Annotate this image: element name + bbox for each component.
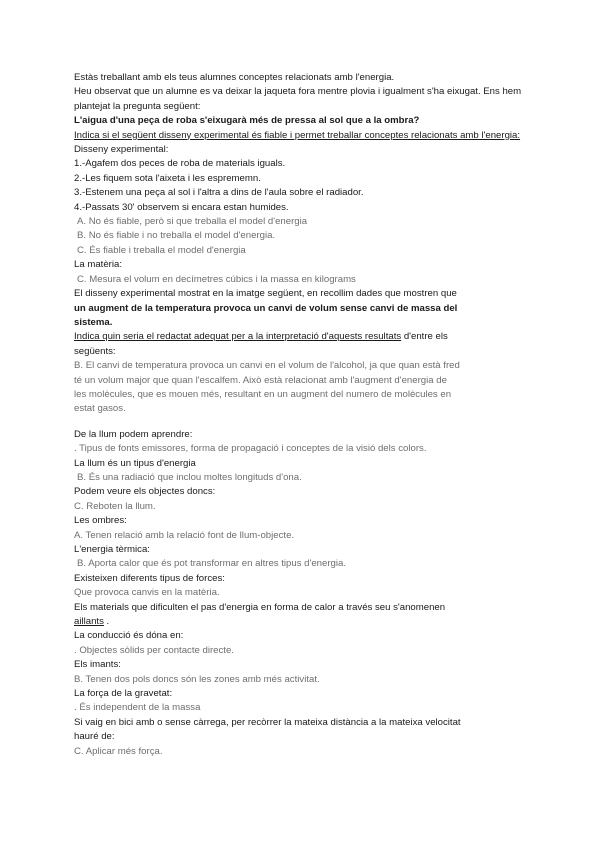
question-text: Podem veure els objectes doncs: xyxy=(74,486,216,498)
question-text: La llum és un tipus d'energia xyxy=(74,457,196,469)
question-text: Els imants: xyxy=(74,659,121,671)
insulators-answer-line xyxy=(74,615,534,629)
instruction-text: Indica si el següent disseny experimental és fiable i permet treballar conceptes relacionats amb l'energia: xyxy=(74,129,521,141)
design-step: 4.-Passats 30' observem si encara estan humides. xyxy=(74,201,289,213)
experiment2-instruction-rest: d'entre els xyxy=(401,331,448,343)
bike-question-line-1: Si vaig en bici amb o sense càrrega, per recòrrer la mateixa distància a la mateixa velocitat xyxy=(74,716,461,728)
question-text: La conducció és dóna en: xyxy=(74,630,184,642)
design-option: B. No és fiable i no treballa el model d'energia. xyxy=(77,230,276,242)
design-step: 2.-Les fiquem sota l'aixeta i les esprememn. xyxy=(74,172,261,184)
answer-text: B. És una radiació que inclou moltes longituds d'ona. xyxy=(77,471,302,483)
bike-question-line-2: hauré de: xyxy=(74,731,115,743)
spacer xyxy=(74,417,534,428)
answer-text: . Tipus de fonts emissores, forma de propagació i conceptes de la visió dels colors. xyxy=(74,443,427,455)
materia-title: La matèria: xyxy=(74,259,122,271)
experiment2-answer-line: té un volum major que quan l'escalfem. Això està relacionat amb l'augment d'energia de xyxy=(74,374,447,386)
question-text: Existeixen diferents tipus de forces: xyxy=(74,572,225,584)
answer-text: . És independent de la massa xyxy=(74,702,201,714)
insulators-after: . xyxy=(103,616,110,628)
intro-line-2: Heu observat que un alumne es va deixar la jaqueta fora mentre plovia i igualment s'ha eixugat. Ens hem xyxy=(74,86,522,98)
question-text: La força de la gravetat: xyxy=(74,688,173,700)
experiment2-answer-line: les molècules, que es mouen més, resultant en un augment del numero de molècules en xyxy=(74,388,452,400)
answer-text: A. Tenen relació amb la relació font de llum-objecte. xyxy=(74,529,295,541)
answer-text: Que provoca canvis en la matèria. xyxy=(74,587,220,599)
design-title: Disseny experimental: xyxy=(74,144,169,156)
answer-text: B. Tenen dos pols doncs són les zones amb més activitat. xyxy=(74,673,320,685)
experiment2-instruction-line-2: següents: xyxy=(74,345,116,357)
experiment2-answer-line: B. El canvi de temperatura provoca un canvi en el volum de l'alcohol, ja que quan està fred xyxy=(74,360,460,372)
bike-answer: C. Aplicar més força. xyxy=(74,745,163,757)
main-question: L'aigua d'una peça de roba s'eixugarà més de pressa al sol que a la ombra? xyxy=(74,115,420,127)
intro-line-3: plantejat la pregunta següent: xyxy=(74,100,201,112)
intro-line-1: Estàs treballant amb els teus alumnes conceptes relacionats amb l'energia. xyxy=(74,72,395,83)
insulators-answer: aillants xyxy=(74,616,104,628)
experiment2-line-3: sistema. xyxy=(74,316,113,328)
materia-answer: C. Mesura el volum en decímetres cúbics i la massa en kilograms xyxy=(77,273,356,285)
experiment2-line-2: un augment de la temperatura provoca un canvi de volum sense canvi de massa del xyxy=(74,302,458,314)
design-step: 1.-Agafem dos peces de roba de materials iguals. xyxy=(74,158,286,170)
document-page xyxy=(74,71,534,759)
question-text: De la llum podem aprendre: xyxy=(74,428,193,440)
answer-text: C. Reboten la llum. xyxy=(74,500,156,512)
answer-text: . Objectes sòlids per contacte directe. xyxy=(74,644,234,656)
experiment2-instruction-underlined: Indica quin seria el redactat adequat per a la interpretació d'aquests resultats xyxy=(74,331,402,343)
design-option: A. No és fiable, però si que treballa el model d'energia xyxy=(77,216,308,228)
experiment2-line-1: El disseny experimental mostrat en la imatge següent, en recollim dades que mostren que xyxy=(74,288,457,300)
experiment2-instruction xyxy=(74,330,534,344)
question-text: L'energia tèrmica: xyxy=(74,544,150,555)
answer-text: B. Aporta calor que és pot transformar en altres tipus d'energia. xyxy=(77,558,347,570)
insulators-question: Els materials que dificulten el pas d'energia en forma de calor a través seu s'anomenen xyxy=(74,601,446,613)
design-step: 3.-Estenem una peça al sol i l'altra a dins de l'aula sobre el radiador. xyxy=(74,187,364,199)
design-option: C. És fiable i treballa el model d'energia xyxy=(77,244,246,256)
question-text: Les ombres: xyxy=(74,515,127,527)
experiment2-answer-line: estat gasos. xyxy=(74,403,126,415)
